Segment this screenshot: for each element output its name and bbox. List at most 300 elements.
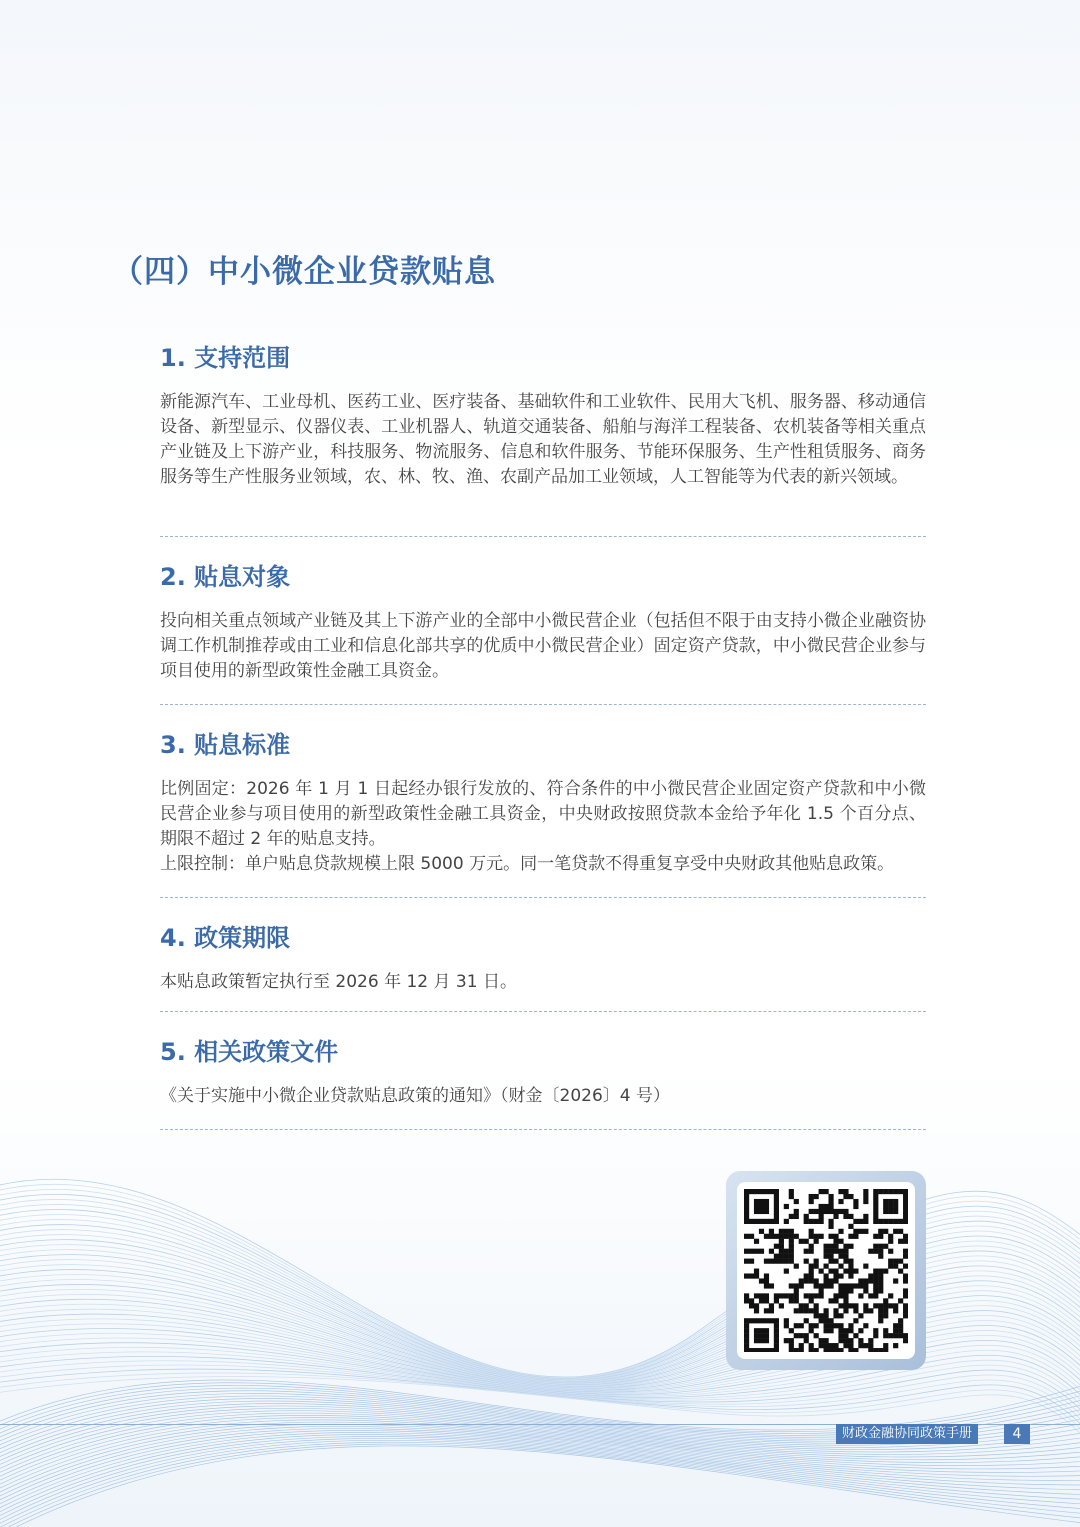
qr-module: [804, 1338, 809, 1343]
qr-module: [858, 1313, 863, 1318]
qr-module: [843, 1249, 848, 1254]
qr-module: [814, 1259, 819, 1264]
qr-module: [858, 1293, 863, 1298]
qr-module: [824, 1189, 829, 1194]
qr-module: [833, 1293, 838, 1298]
qr-module: [853, 1219, 858, 1224]
qr-module: [838, 1254, 843, 1259]
qr-module: [838, 1333, 843, 1338]
qr-module: [858, 1219, 863, 1224]
qr-module: [883, 1303, 888, 1308]
qr-module: [828, 1224, 833, 1229]
qr-module: [759, 1199, 764, 1204]
qr-module: [838, 1293, 843, 1298]
qr-module: [824, 1278, 829, 1283]
qr-module: [868, 1278, 873, 1283]
qr-module: [843, 1283, 848, 1288]
qr-module: [774, 1343, 779, 1348]
qr-module: [799, 1283, 804, 1288]
qr-module: [903, 1288, 908, 1293]
qr-module: [819, 1209, 824, 1214]
qr-module: [824, 1209, 829, 1214]
qr-module: [903, 1264, 908, 1269]
qr-module: [784, 1254, 789, 1259]
qr-module: [764, 1189, 769, 1194]
qr-module: [759, 1278, 764, 1283]
qr-module: [789, 1259, 794, 1264]
qr-module: [799, 1323, 804, 1328]
qr-module: [819, 1288, 824, 1293]
qr-module: [868, 1249, 873, 1254]
qr-module: [903, 1204, 908, 1209]
qr-module: [769, 1303, 774, 1308]
paragraph: 新能源汽车、工业母机、医药工业、医疗装备、基础软件和工业软件、民用大飞机、服务器、移动通信设备、新型显示、仪器仪表、工业机器人、轨道交通装备、船舶与海洋工程装备、农机装备等相关重点产业链及上下游产业，科技服务、物流服务、信息和软件服务、节能环保服务、生产性租赁服务、商务服务等生产性服务业领域，农、林、牧、渔、农副产品加工业领域，人工智能等为代表的新兴领域。: [160, 392, 926, 487]
qr-module: [819, 1214, 824, 1219]
qr-module: [789, 1298, 794, 1303]
qr-module: [833, 1278, 838, 1283]
qr-module: [893, 1278, 898, 1283]
qr-module: [814, 1239, 819, 1244]
qr-module: [759, 1229, 764, 1234]
qr-module: [848, 1273, 853, 1278]
qr-module: [789, 1249, 794, 1254]
section-divider: [160, 1129, 926, 1130]
section-title: 4. 政策期限: [160, 924, 291, 952]
qr-module: [883, 1269, 888, 1274]
qr-module: [744, 1298, 749, 1303]
qr-module: [903, 1194, 908, 1199]
section-divider: [160, 704, 926, 705]
qr-module: [843, 1254, 848, 1259]
qr-module: [754, 1318, 759, 1323]
qr-module: [784, 1338, 789, 1343]
qr-module: [749, 1298, 754, 1303]
qr-module: [848, 1338, 853, 1343]
qr-module: [843, 1328, 848, 1333]
qr-module: [838, 1288, 843, 1293]
qr-module: [814, 1283, 819, 1288]
qr-module: [809, 1209, 814, 1214]
qr-module: [754, 1199, 759, 1204]
qr-module: [819, 1204, 824, 1209]
qr-module: [848, 1343, 853, 1348]
qr-module: [888, 1259, 893, 1264]
qr-module: [754, 1249, 759, 1254]
qr-module: [873, 1333, 878, 1338]
qr-module: [769, 1283, 774, 1288]
qr-module: [769, 1318, 774, 1323]
qr-module: [873, 1278, 878, 1283]
qr-module: [878, 1269, 883, 1274]
qr-module: [784, 1259, 789, 1264]
qr-module: [824, 1318, 829, 1323]
qr-module: [883, 1298, 888, 1303]
qr-module: [809, 1234, 814, 1239]
qr-module: [863, 1283, 868, 1288]
qr-module: [868, 1343, 873, 1348]
qr-module: [898, 1229, 903, 1234]
qr-module: [789, 1283, 794, 1288]
qr-module: [888, 1209, 893, 1214]
qr-module: [824, 1283, 829, 1288]
qr-module: [898, 1318, 903, 1323]
qr-module: [804, 1303, 809, 1308]
qr-module: [853, 1348, 858, 1352]
qr-module: [878, 1244, 883, 1249]
qr-module: [774, 1333, 779, 1338]
qr-module: [749, 1303, 754, 1308]
qr-module: [838, 1283, 843, 1288]
qr-module: [873, 1269, 878, 1274]
qr-module: [824, 1244, 829, 1249]
qr-module: [903, 1338, 908, 1343]
qr-module: [873, 1283, 878, 1288]
qr-module: [754, 1189, 759, 1194]
qr-module: [863, 1264, 868, 1269]
qr-module: [893, 1343, 898, 1348]
qr-module: [789, 1229, 794, 1234]
qr-module: [838, 1264, 843, 1269]
qr-code-background: [737, 1182, 915, 1359]
qr-module: [858, 1343, 863, 1348]
qr-module: [863, 1199, 868, 1204]
qr-module: [819, 1219, 824, 1224]
qr-module: [833, 1269, 838, 1274]
qr-module: [759, 1348, 764, 1352]
qr-module: [838, 1189, 843, 1194]
qr-module: [784, 1249, 789, 1254]
qr-module: [878, 1189, 883, 1194]
qr-module: [819, 1269, 824, 1274]
qr-module: [883, 1204, 888, 1209]
qr-module: [873, 1214, 878, 1219]
qr-module: [814, 1313, 819, 1318]
qr-module: [863, 1278, 868, 1283]
qr-module: [883, 1229, 888, 1234]
qr-module: [774, 1219, 779, 1224]
qr-module: [784, 1269, 789, 1274]
qr-module: [774, 1189, 779, 1194]
qr-module: [744, 1293, 749, 1298]
qr-module: [809, 1293, 814, 1298]
page-number: 4: [1004, 1424, 1030, 1444]
qr-module: [863, 1229, 868, 1234]
qr-module: [878, 1318, 883, 1323]
qr-module: [764, 1348, 769, 1352]
qr-module: [744, 1214, 749, 1219]
qr-module: [754, 1209, 759, 1214]
qr-module: [903, 1278, 908, 1283]
qr-module: [903, 1199, 908, 1204]
qr-module: [784, 1229, 789, 1234]
qr-module: [848, 1323, 853, 1328]
qr-module: [794, 1323, 799, 1328]
qr-module: [843, 1214, 848, 1219]
qr-module: [744, 1323, 749, 1328]
qr-module: [883, 1313, 888, 1318]
qr-module: [863, 1323, 868, 1328]
qr-module: [794, 1234, 799, 1239]
qr-module: [784, 1204, 789, 1209]
section-body: [160, 1084, 926, 1109]
qr-module: [779, 1249, 784, 1254]
qr-module: [774, 1244, 779, 1249]
qr-module: [809, 1323, 814, 1328]
qr-module: [833, 1259, 838, 1264]
qr-module: [863, 1219, 868, 1224]
qr-module: [744, 1333, 749, 1338]
qr-module: [828, 1318, 833, 1323]
qr-module: [814, 1333, 819, 1338]
qr-module: [843, 1194, 848, 1199]
qr-module: [888, 1293, 893, 1298]
qr-module: [873, 1194, 878, 1199]
qr-module: [898, 1259, 903, 1264]
qr-module: [893, 1204, 898, 1209]
qr-module: [878, 1234, 883, 1239]
qr-module: [838, 1348, 843, 1352]
qr-module: [809, 1219, 814, 1224]
qr-module: [888, 1333, 893, 1338]
qr-module: [848, 1214, 853, 1219]
qr-module: [838, 1313, 843, 1318]
qr-module: [873, 1234, 878, 1239]
qr-module: [833, 1209, 838, 1214]
qr-module: [814, 1234, 819, 1239]
qr-module: [893, 1303, 898, 1308]
qr-module: [868, 1293, 873, 1298]
qr-module: [754, 1308, 759, 1313]
qr-module: [893, 1189, 898, 1194]
section-subsidy-target: [160, 562, 926, 684]
qr-module: [794, 1288, 799, 1293]
qr-module: [764, 1234, 769, 1239]
section-divider: [160, 536, 926, 537]
qr-module: [898, 1189, 903, 1194]
qr-module: [754, 1338, 759, 1343]
qr-module: [824, 1328, 829, 1333]
qr-module: [833, 1239, 838, 1244]
qr-module: [903, 1273, 908, 1278]
qr-module: [784, 1323, 789, 1328]
qr-module: [828, 1323, 833, 1328]
qr-module: [819, 1313, 824, 1318]
qr-module: [903, 1254, 908, 1259]
qr-module: [888, 1234, 893, 1239]
qr-module: [784, 1318, 789, 1323]
qr-module: [789, 1214, 794, 1219]
qr-module: [828, 1194, 833, 1199]
qr-module: [833, 1298, 838, 1303]
qr-module: [819, 1189, 824, 1194]
qr-module: [873, 1209, 878, 1214]
qr-module: [903, 1214, 908, 1219]
qr-module: [819, 1343, 824, 1348]
qr-module: [898, 1298, 903, 1303]
qr-module: [848, 1348, 853, 1352]
qr-module: [828, 1278, 833, 1283]
qr-module: [858, 1278, 863, 1283]
qr-module: [749, 1234, 754, 1239]
qr-module: [789, 1189, 794, 1194]
qr-module: [883, 1333, 888, 1338]
qr-module: [828, 1209, 833, 1214]
qr-module: [863, 1194, 868, 1199]
qr-code-card[interactable]: [726, 1171, 926, 1370]
qr-module: [888, 1249, 893, 1254]
qr-module: [828, 1244, 833, 1249]
qr-module: [828, 1259, 833, 1264]
qr-module: [848, 1234, 853, 1239]
qr-module: [819, 1338, 824, 1343]
qr-module: [893, 1333, 898, 1338]
qr-module: [809, 1264, 814, 1269]
qr-module: [878, 1249, 883, 1254]
section-policy-period: [160, 923, 926, 995]
qr-module: [828, 1343, 833, 1348]
qr-module: [774, 1254, 779, 1259]
qr-module: [789, 1343, 794, 1348]
qr-module: [903, 1313, 908, 1318]
qr-module: [828, 1249, 833, 1254]
qr-module: [744, 1273, 749, 1278]
qr-module: [794, 1209, 799, 1214]
qr-module: [898, 1219, 903, 1224]
qr-module: [744, 1209, 749, 1214]
qr-module: [843, 1293, 848, 1298]
qr-module: [799, 1308, 804, 1313]
section-body: [160, 390, 926, 490]
qr-module: [819, 1234, 824, 1239]
qr-module: [893, 1229, 898, 1234]
qr-module: [814, 1194, 819, 1199]
qr-module: [784, 1293, 789, 1298]
qr-module: [828, 1348, 833, 1352]
qr-module: [888, 1239, 893, 1244]
qr-module: [893, 1219, 898, 1224]
qr-module: [764, 1338, 769, 1343]
qr-module: [828, 1298, 833, 1303]
qr-module: [769, 1229, 774, 1234]
qr-module: [848, 1259, 853, 1264]
qr-module: [744, 1194, 749, 1199]
qr-module: [878, 1229, 883, 1234]
qr-module: [749, 1249, 754, 1254]
qr-module: [779, 1244, 784, 1249]
qr-module: [853, 1234, 858, 1239]
qr-module: [843, 1333, 848, 1338]
qr-module: [749, 1348, 754, 1352]
qr-module: [804, 1214, 809, 1219]
qr-module: [754, 1328, 759, 1333]
qr-module: [764, 1283, 769, 1288]
qr-module: [903, 1239, 908, 1244]
paragraph: 投向相关重点领域产业链及其上下游产业的全部中小微民营企业（包括但不限于由支持小微企业融资协调工作机制推荐或由工业和信息化部共享的优质中小微民营企业）固定资产贷款，中小微民营企业参与项目使用的新型政策性金融工具资金。: [160, 611, 926, 681]
qr-module: [883, 1189, 888, 1194]
qr-module: [843, 1303, 848, 1308]
qr-module: [759, 1219, 764, 1224]
qr-module: [784, 1219, 789, 1224]
qr-module: [853, 1308, 858, 1313]
qr-module: [848, 1244, 853, 1249]
qr-module: [903, 1209, 908, 1214]
qr-module: [749, 1259, 754, 1264]
qr-module: [883, 1308, 888, 1313]
qr-module: [764, 1199, 769, 1204]
qr-module: [824, 1273, 829, 1278]
qr-module: [814, 1219, 819, 1224]
qr-module: [779, 1259, 784, 1264]
qr-module: [764, 1298, 769, 1303]
qr-module: [898, 1269, 903, 1274]
qr-module: [833, 1249, 838, 1254]
qr-module: [893, 1264, 898, 1269]
qr-module: [744, 1318, 749, 1323]
qr-module: [893, 1328, 898, 1333]
qr-module: [774, 1204, 779, 1209]
qr-module: [848, 1264, 853, 1269]
qr-module: [764, 1209, 769, 1214]
qr-module: [804, 1293, 809, 1298]
qr-module: [744, 1249, 749, 1254]
qr-module: [754, 1219, 759, 1224]
qr-module: [774, 1348, 779, 1352]
qr-module: [863, 1303, 868, 1308]
qr-module: [878, 1273, 883, 1278]
qr-module: [754, 1273, 759, 1278]
qr-module: [804, 1318, 809, 1323]
qr-module: [863, 1343, 868, 1348]
qr-module: [888, 1199, 893, 1204]
qr-module: [838, 1239, 843, 1244]
qr-module: [799, 1348, 804, 1352]
qr-module: [893, 1259, 898, 1264]
qr-module: [873, 1249, 878, 1254]
qr-module: [744, 1338, 749, 1343]
qr-module: [769, 1259, 774, 1264]
qr-module: [804, 1259, 809, 1264]
qr-module: [744, 1189, 749, 1194]
qr-module: [754, 1333, 759, 1338]
qr-module: [833, 1273, 838, 1278]
qr-module: [744, 1204, 749, 1209]
qr-module: [809, 1244, 814, 1249]
qr-module: [838, 1323, 843, 1328]
qr-module: [799, 1239, 804, 1244]
qr-module: [744, 1199, 749, 1204]
qr-module: [824, 1264, 829, 1269]
qr-module: [833, 1348, 838, 1352]
qr-module: [903, 1293, 908, 1298]
qr-module: [774, 1298, 779, 1303]
qr-module: [774, 1194, 779, 1199]
qr-module: [789, 1194, 794, 1199]
qr-module: [764, 1293, 769, 1298]
qr-module: [853, 1204, 858, 1209]
qr-module: [789, 1338, 794, 1343]
qr-module: [794, 1264, 799, 1269]
qr-module: [833, 1234, 838, 1239]
qr-module: [848, 1194, 853, 1199]
qr-module: [883, 1219, 888, 1224]
qr-module: [873, 1189, 878, 1194]
qr-module: [809, 1348, 814, 1352]
qr-module: [804, 1273, 809, 1278]
qr-code-icon: [744, 1189, 908, 1352]
qr-module: [759, 1189, 764, 1194]
qr-module: [853, 1199, 858, 1204]
qr-module: [814, 1209, 819, 1214]
